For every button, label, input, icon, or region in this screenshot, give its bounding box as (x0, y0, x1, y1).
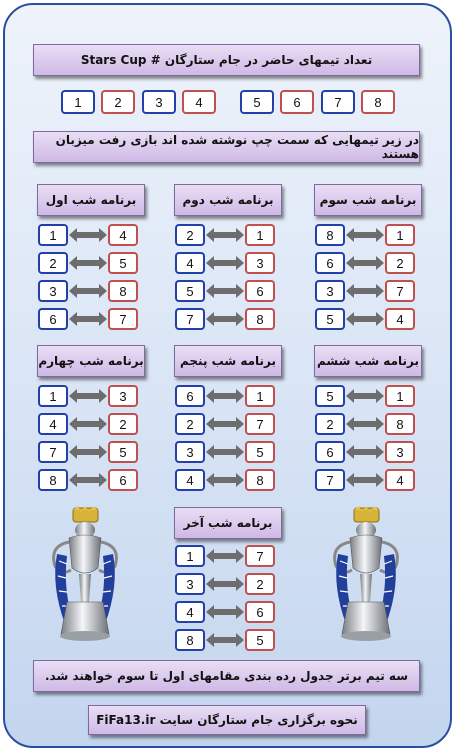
double-arrow-icon (346, 256, 384, 270)
home-team-box: 5 (175, 280, 205, 302)
double-arrow-icon (346, 417, 384, 431)
home-team-box: 4 (38, 413, 68, 435)
premier-league-trophy-icon (324, 506, 409, 646)
home-team-box: 1 (175, 545, 205, 567)
home-team-box: 2 (38, 252, 68, 274)
home-team-box: 8 (175, 629, 205, 651)
away-team-box: 6 (245, 601, 275, 623)
away-team-box: 2 (108, 413, 138, 435)
home-team-box: 2 (175, 224, 205, 246)
home-team-box: 3 (175, 441, 205, 463)
home-team-box: 1 (38, 385, 68, 407)
away-team-box: 6 (245, 280, 275, 302)
away-team-box: 8 (385, 413, 415, 435)
home-team-box: 7 (175, 308, 205, 330)
away-team-box: 6 (108, 469, 138, 491)
away-team-box: 2 (385, 252, 415, 274)
away-team-box: 8 (108, 280, 138, 302)
home-team-box: 6 (175, 385, 205, 407)
away-team-box: 1 (245, 224, 275, 246)
home-team-box: 1 (38, 224, 68, 246)
double-arrow-icon (69, 417, 107, 431)
team-box-4: 4 (182, 90, 216, 114)
team-box-7: 7 (321, 90, 355, 114)
away-team-box: 8 (245, 469, 275, 491)
home-team-box: 8 (38, 469, 68, 491)
away-team-box: 1 (385, 224, 415, 246)
home-team-box: 3 (38, 280, 68, 302)
home-team-box: 4 (175, 469, 205, 491)
team-box-6: 6 (280, 90, 314, 114)
home-team-box: 4 (175, 601, 205, 623)
double-arrow-icon (346, 312, 384, 326)
round-1-title: برنامه شب اول (37, 184, 145, 216)
double-arrow-icon (69, 228, 107, 242)
team-box-8: 8 (361, 90, 395, 114)
team-box-3: 3 (142, 90, 176, 114)
double-arrow-icon (69, 445, 107, 459)
double-arrow-icon (206, 473, 244, 487)
round-5-title: برنامه شب پنجم (174, 345, 282, 377)
double-arrow-icon (206, 549, 244, 563)
double-arrow-icon (206, 284, 244, 298)
double-arrow-icon (206, 445, 244, 459)
away-team-box: 3 (245, 252, 275, 274)
double-arrow-icon (206, 577, 244, 591)
away-team-box: 4 (385, 469, 415, 491)
away-team-box: 1 (245, 385, 275, 407)
instruction-banner: در زیر تیمهایی که سمت چپ نوشته شده اند بازی رفت میزبان هستند (33, 131, 420, 163)
double-arrow-icon (346, 445, 384, 459)
double-arrow-icon (346, 284, 384, 298)
away-team-box: 5 (245, 441, 275, 463)
team-box-5: 5 (240, 90, 274, 114)
double-arrow-icon (206, 605, 244, 619)
team-box-2: 2 (101, 90, 135, 114)
double-arrow-icon (69, 256, 107, 270)
home-team-box: 2 (315, 413, 345, 435)
double-arrow-icon (69, 284, 107, 298)
home-team-box: 6 (315, 441, 345, 463)
double-arrow-icon (346, 228, 384, 242)
home-team-box: 3 (175, 573, 205, 595)
away-team-box: 4 (385, 308, 415, 330)
double-arrow-icon (206, 312, 244, 326)
team-box-1: 1 (61, 90, 95, 114)
away-team-box: 3 (108, 385, 138, 407)
home-team-box: 8 (315, 224, 345, 246)
double-arrow-icon (206, 633, 244, 647)
site-credit: نحوه برگزاری جام ستارگان سایت FiFa13.ir (88, 705, 366, 735)
double-arrow-icon (69, 473, 107, 487)
round-6-title: برنامه شب ششم (314, 345, 422, 377)
double-arrow-icon (206, 417, 244, 431)
home-team-box: 4 (175, 252, 205, 274)
double-arrow-icon (206, 228, 244, 242)
footer-note: سه تیم برتر جدول رده بندی مقامهای اول تا سوم خواهند شد. (33, 660, 420, 692)
premier-league-trophy-icon (43, 506, 128, 646)
home-team-box: 7 (315, 469, 345, 491)
away-team-box: 5 (108, 441, 138, 463)
home-team-box: 5 (315, 308, 345, 330)
round-2-title: برنامه شب دوم (174, 184, 282, 216)
home-team-box: 6 (38, 308, 68, 330)
away-team-box: 7 (245, 545, 275, 567)
away-team-box: 4 (108, 224, 138, 246)
home-team-box: 3 (315, 280, 345, 302)
home-team-box: 6 (315, 252, 345, 274)
round-3-title: برنامه شب سوم (314, 184, 422, 216)
away-team-box: 1 (385, 385, 415, 407)
round-7-title: برنامه شب آخر (174, 507, 282, 539)
double-arrow-icon (69, 389, 107, 403)
round-4-title: برنامه شب چهارم (37, 345, 145, 377)
away-team-box: 7 (385, 280, 415, 302)
away-team-box: 5 (108, 252, 138, 274)
double-arrow-icon (346, 389, 384, 403)
away-team-box: 2 (245, 573, 275, 595)
header-title: تعداد تیمهای حاضر در جام ستارگان # Stars Cup (33, 44, 420, 76)
home-team-box: 5 (315, 385, 345, 407)
away-team-box: 7 (108, 308, 138, 330)
away-team-box: 5 (245, 629, 275, 651)
double-arrow-icon (206, 256, 244, 270)
away-team-box: 8 (245, 308, 275, 330)
double-arrow-icon (206, 389, 244, 403)
away-team-box: 7 (245, 413, 275, 435)
double-arrow-icon (346, 473, 384, 487)
away-team-box: 3 (385, 441, 415, 463)
home-team-box: 7 (38, 441, 68, 463)
home-team-box: 2 (175, 413, 205, 435)
double-arrow-icon (69, 312, 107, 326)
